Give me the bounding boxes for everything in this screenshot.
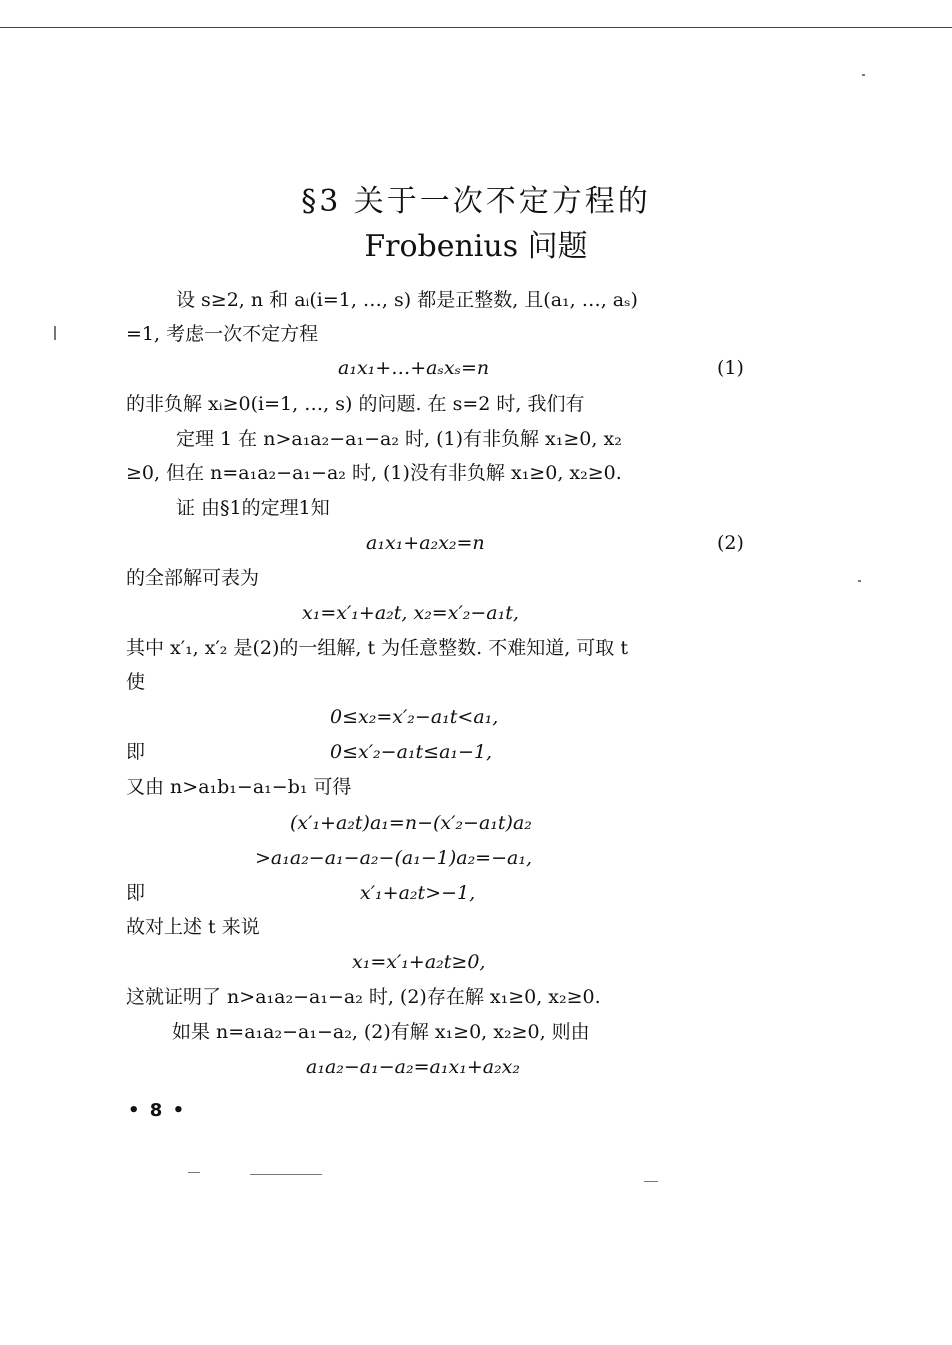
equation-2: a₁x₁+a₂x₂=n bbox=[366, 532, 485, 554]
equation-2-number: (2) bbox=[717, 532, 744, 554]
equation-1: a₁x₁+…+aₛxₛ=n bbox=[338, 357, 490, 379]
scan-mark bbox=[862, 74, 865, 76]
scan-mark bbox=[644, 1181, 658, 1182]
paragraph-8: 如果 n=a₁a₂−a₁−a₂, (2)有解 x₁≥0, x₂≥0, 则由 bbox=[172, 1021, 590, 1043]
scan-mark bbox=[188, 1172, 200, 1173]
ji-1: 即 bbox=[126, 741, 146, 763]
top-rule bbox=[0, 27, 952, 28]
paragraph-3: 的全部解可表为 bbox=[126, 567, 260, 589]
equation-5: 0≤x′₂−a₁t≤a₁−1, bbox=[330, 741, 493, 763]
scan-mark bbox=[54, 326, 56, 340]
ji-2: 即 bbox=[126, 882, 146, 904]
equation-1-number: (1) bbox=[717, 357, 744, 379]
equation-10: a₁a₂−a₁−a₂=a₁x₁+a₂x₂ bbox=[306, 1056, 521, 1078]
equation-9: x₁=x′₁+a₂t≥0, bbox=[352, 951, 486, 973]
scan-mark bbox=[250, 1174, 322, 1175]
paragraph-7: 这就证明了 n>a₁a₂−a₁−a₂ 时, (2)存在解 x₁≥0, x₂≥0. bbox=[126, 986, 601, 1008]
paragraph-4-line-2: 使 bbox=[126, 671, 146, 693]
equation-6: (x′₁+a₂t)a₁=n−(x′₂−a₁t)a₂ bbox=[290, 812, 532, 834]
proof-start: 证 由§1的定理1知 bbox=[176, 497, 330, 519]
paragraph-4-line-1: 其中 x′₁, x′₂ 是(2)的一组解, t 为任意整数. 不难知道, 可取 t bbox=[126, 637, 628, 659]
theorem-1-line-2: ≥0, 但在 n=a₁a₂−a₁−a₂ 时, (1)没有非负解 x₁≥0, x₂≥0. bbox=[126, 462, 622, 484]
equation-4: 0≤x₂=x′₂−a₁t<a₁, bbox=[330, 706, 499, 728]
section-title-line2: Frobenius 问题 bbox=[364, 229, 588, 264]
paragraph-6: 故对上述 t 来说 bbox=[126, 916, 260, 938]
page-number: • 8 • bbox=[128, 1100, 187, 1121]
paragraph-1-line-1: 设 s≥2, n 和 aᵢ(i=1, …, s) 都是正整数, 且(a₁, …, aₛ) bbox=[176, 289, 638, 311]
paragraph-5: 又由 n>a₁b₁−a₁−b₁ 可得 bbox=[126, 776, 352, 798]
paragraph-2: 的非负解 xᵢ≥0(i=1, …, s) 的问题. 在 s=2 时, 我们有 bbox=[126, 393, 585, 415]
equation-3: x₁=x′₁+a₂t, x₂=x′₂−a₁t, bbox=[302, 602, 519, 624]
scan-mark bbox=[858, 580, 861, 582]
theorem-1-line-1: 定理 1 在 n>a₁a₂−a₁−a₂ 时, (1)有非负解 x₁≥0, x₂ bbox=[176, 428, 622, 450]
equation-7: >a₁a₂−a₁−a₂−(a₁−1)a₂=−a₁, bbox=[255, 847, 533, 869]
paragraph-1-line-2: =1, 考虑一次不定方程 bbox=[126, 323, 319, 345]
equation-8: x′₁+a₂t>−1, bbox=[360, 882, 476, 904]
section-title-line1: §3 关于一次不定方程的 bbox=[301, 184, 651, 219]
